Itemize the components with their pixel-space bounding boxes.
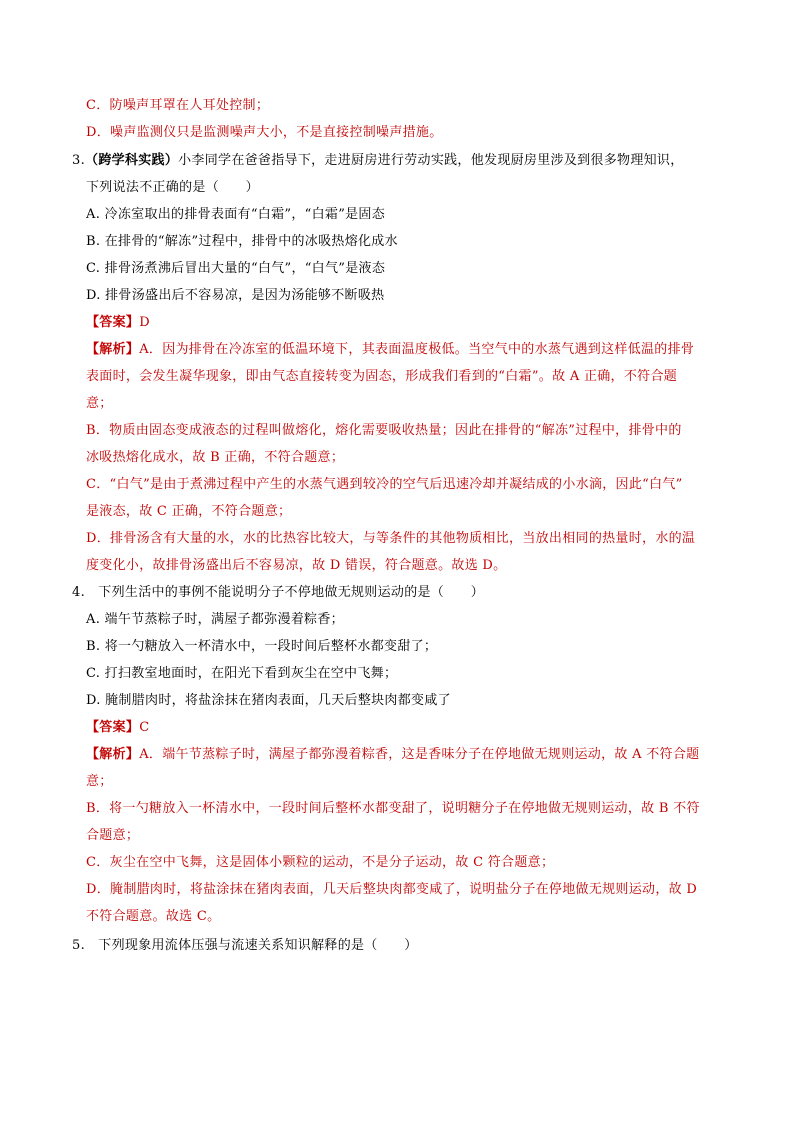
question-4-option-a: A. 端午节蒸粽子时，满屋子都弥漫着粽香； bbox=[86, 612, 344, 627]
question-3-analysis-line-3: 意； bbox=[86, 396, 113, 411]
question-4-analysis-line-3: B．将一勺糖放入一杯清水中，一段时间后整杯水都变甜了，说明糖分子在停地做无规则运动，故 B 不符 bbox=[86, 801, 700, 816]
question-4-stem: 4. 下列生活中的事例不能说明分子不停地做无规则运动的是（ ） bbox=[72, 585, 485, 600]
question-4-option-b: B. 将一勺糖放入一杯清水中，一段时间后整杯水都变甜了； bbox=[86, 639, 438, 654]
analysis-text: A．因为排骨在冷冻室的低温环境下，其表面温度极低。当空气中的水蒸气遇到这样低温的排骨 bbox=[139, 342, 695, 357]
analysis-label: 【解析】 bbox=[86, 342, 140, 357]
question-3-answer bbox=[86, 314, 150, 332]
question-3-option-b: B. 在排骨的“解冻”过程中，排骨中的冰吸热熔化成水 bbox=[86, 234, 398, 249]
question-3-stem-line1: 小李同学在爸爸指导下，走进厨房进行劳动实践，他发现厨房里涉及到很多物理知识， bbox=[178, 153, 684, 168]
question-3-stem bbox=[72, 152, 684, 170]
question-3-analysis-line-5: 冰吸热熔化成水，故 B 正确，不符合题意； bbox=[86, 450, 345, 465]
question-5-stem: 5. 下列现象用流体压强与流速关系知识解释的是（ ） bbox=[72, 938, 418, 953]
question-3-stem-line2: 下列说法不正确的是（ ） bbox=[86, 180, 259, 195]
answer-value: C bbox=[139, 720, 150, 735]
question-4-analysis-line-6: D．腌制腊肉时，将盐涂抹在猪肉表面，几天后整块肉都变咸了，说明盐分子在停地做无规则运动，故 D bbox=[86, 882, 698, 897]
answer-label: 【答案】 bbox=[86, 315, 140, 330]
question-3-analysis-line-1 bbox=[86, 341, 694, 359]
question-3-analysis-line-9: 度变化小，故排骨汤盛出后不容易凉，故 D 错误，符合题意。故选 D。 bbox=[86, 558, 507, 573]
question-4-option-d: D. 腌制腊肉时，将盐涂抹在猪肉表面，几天后整块肉都变咸了 bbox=[86, 693, 451, 708]
question-3-tag: （跨学科实践） bbox=[85, 153, 179, 168]
answer-value: D bbox=[139, 315, 150, 330]
question-4-option-c: C. 打扫教室地面时，在阳光下看到灰尘在空中飞舞； bbox=[86, 666, 398, 681]
question-3-analysis-line-6: C．“白气”是由于煮沸过程中产生的水蒸气遇到较冷的空气后迅速冷却并凝结成的小水滴，因此“白气” bbox=[86, 477, 683, 492]
question-4-analysis-line-4: 合题意； bbox=[86, 828, 140, 843]
question-3-analysis-line-8: D．排骨汤含有大量的水，水的比热容比较大，与等条件的其他物质相比，当放出相同的热量时，水的温 bbox=[86, 531, 696, 546]
prev-analysis-c: C．防噪声耳罩在人耳处控制； bbox=[86, 98, 270, 113]
question-3-analysis-line-4: B．物质由固态变成液态的过程叫做熔化，熔化需要吸收热量；因此在排骨的“解冻”过程中，排骨中的 bbox=[86, 423, 682, 438]
question-4-analysis-line-5: C．灰尘在空中飞舞，这是固体小颗粒的运动，不是分子运动，故 C 符合题意； bbox=[86, 855, 555, 870]
question-4-analysis-line-1 bbox=[86, 746, 699, 764]
question-3-option-a: A. 冷冻室取出的排骨表面有“白霜”，“白霜”是固态 bbox=[86, 207, 386, 222]
analysis-text: A．端午节蒸粽子时，满屋子都弥漫着粽香，这是香味分子在停地做无规则运动，故 A 不符合题 bbox=[139, 747, 700, 762]
question-4-answer bbox=[86, 719, 149, 737]
question-4-analysis-line-7: 不符合题意。故选 C。 bbox=[86, 909, 221, 924]
answer-label: 【答案】 bbox=[86, 720, 140, 735]
prev-analysis-d: D．噪声监测仪只是监测噪声大小，不是直接控制噪声措施。 bbox=[86, 125, 443, 140]
question-4-analysis-line-2: 意； bbox=[86, 774, 113, 789]
question-3-analysis-line-7: 是液态，故 C 正确，不符合题意； bbox=[86, 504, 292, 519]
question-3-number: 3. bbox=[72, 153, 86, 168]
question-3-analysis-line-2: 表面时，会发生凝华现象，即由气态直接转变为固态，形成我们看到的“白霜”。故 A 正确，不符合题 bbox=[86, 369, 678, 384]
analysis-label: 【解析】 bbox=[86, 747, 140, 762]
question-3-option-d: D. 排骨汤盛出后不容易凉，是因为汤能够不断吸热 bbox=[86, 288, 385, 303]
question-3-option-c: C. 排骨汤煮沸后冒出大量的“白气”，“白气”是液态 bbox=[86, 261, 386, 276]
